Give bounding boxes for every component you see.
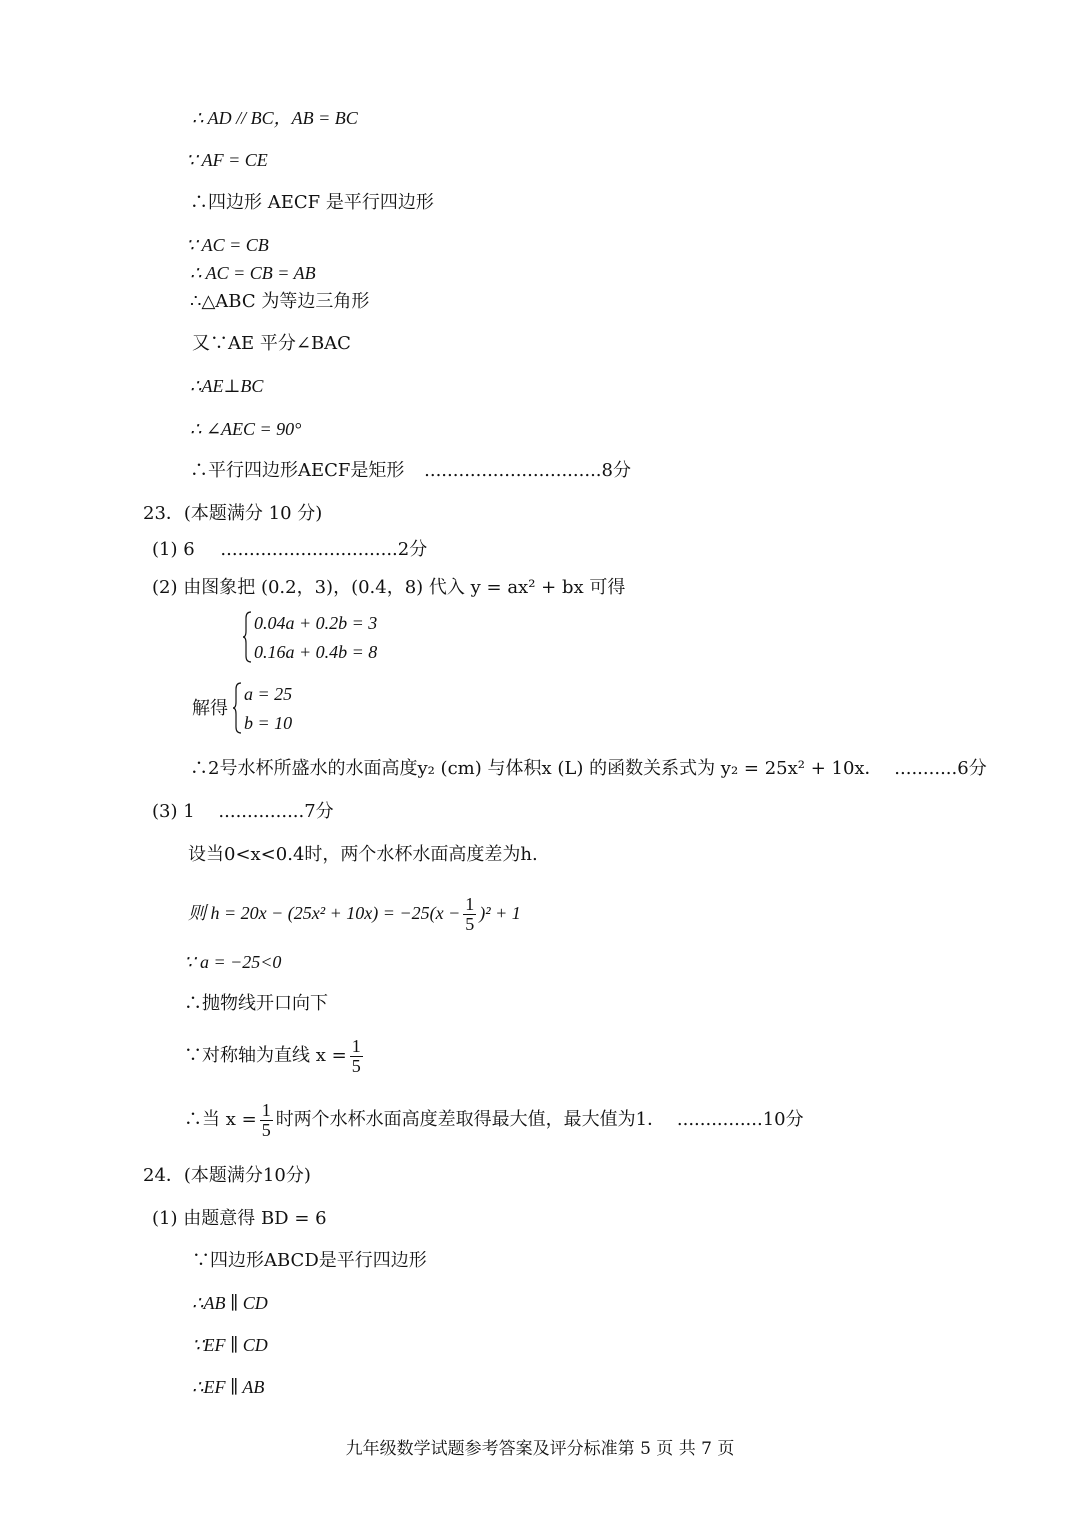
equation-1: 0.04a + 0.2b = 3 bbox=[254, 613, 378, 633]
q23-part3 bbox=[152, 800, 334, 824]
proof-line-4: ∵ AC = CB bbox=[186, 235, 269, 255]
q23-part2-text: (2) 由图象把 (0.2，3)，(0.4，8) 代入 y = ax² + bx 可得 bbox=[152, 577, 626, 598]
fraction-one-fifth: $\frac{1}{5}$ bbox=[351, 1035, 361, 1076]
solution-system bbox=[232, 682, 312, 738]
q23-title: 23．(本题满分 10 分) bbox=[143, 503, 323, 524]
equation-system bbox=[242, 611, 402, 667]
q23-part3-answer: (3) 1 bbox=[152, 801, 195, 822]
score-6: ...........6分 bbox=[894, 758, 987, 779]
q24-line-4: ∵EF ∥ CD bbox=[192, 1335, 268, 1355]
q24-line-3: ∴AB ∥ CD bbox=[192, 1293, 268, 1313]
score-7: ...............7分 bbox=[218, 801, 334, 822]
h-expression bbox=[188, 893, 521, 934]
equation-2: 0.16a + 0.4b = 8 bbox=[254, 642, 378, 662]
proof-line-5: ∴ AC = CB = AB bbox=[190, 263, 316, 283]
symmetry-axis-text: ∵对称轴为直线 x = bbox=[184, 1045, 347, 1066]
max-value-text: 时两个水杯水面高度差取得最大值，最大值为1． bbox=[275, 1109, 666, 1130]
left-brace-icon bbox=[242, 611, 252, 663]
proof-line-8: ∴AE⊥BC bbox=[190, 376, 264, 396]
score-10: ...............10分 bbox=[676, 1109, 804, 1130]
q24-line-2: ∵四边形ABCD是平行四边形 bbox=[192, 1250, 427, 1271]
proof-line-3: ∴四边形 AECF 是平行四边形 bbox=[190, 192, 434, 213]
function-relation: ∴2号水杯所盛水的水面高度y₂ (cm) 与体积x (L) 的函数关系式为 y₂ = 25x² + 10x． bbox=[190, 758, 883, 779]
page-footer: 九年级数学试题参考答案及评分标准第 5 页 共 7 页 bbox=[345, 1439, 735, 1459]
score-8: ...............................8分 bbox=[424, 460, 631, 481]
proof-line-7: 又∵AE 平分∠BAC bbox=[192, 333, 351, 354]
fraction-one-fifth: $\frac{1}{5}$ bbox=[261, 1099, 271, 1140]
proof-conclusion: ∴平行四边形AECF是矩形 bbox=[190, 460, 405, 481]
fraction-one-fifth: $\frac{1}{5}$ bbox=[465, 894, 475, 935]
max-value-prefix: ∴当 x = bbox=[184, 1109, 257, 1130]
coef-a-line: ∵ a = −25<0 bbox=[184, 952, 282, 972]
h-expression-right: )² + 1 bbox=[479, 903, 521, 923]
q23-conclusion bbox=[190, 757, 987, 781]
q24-title: 24．(本题满分10分) bbox=[143, 1165, 311, 1186]
proof-line-6: ∴△ABC 为等边三角形 bbox=[190, 291, 370, 312]
q23-part1 bbox=[152, 538, 427, 562]
proof-line-10 bbox=[190, 459, 631, 483]
parabola-opens-down: ∴抛物线开口向下 bbox=[184, 993, 328, 1014]
symmetry-axis-line bbox=[184, 1036, 366, 1076]
proof-line-9: ∴ ∠AEC = 90° bbox=[190, 419, 302, 439]
max-value-line bbox=[184, 1100, 804, 1140]
h-expression-left: 则 h = 20x − (25x² + 10x) = −25(x − bbox=[188, 903, 461, 923]
solution-b: b = 10 bbox=[244, 713, 293, 733]
solve-label: 解得 bbox=[192, 698, 228, 719]
q24-part1: (1) 由题意得 BD = 6 bbox=[152, 1208, 327, 1229]
proof-line-1: ∴ AD // BC，AB = BC bbox=[192, 108, 358, 128]
proof-line-2: ∵ AF = CE bbox=[186, 150, 268, 170]
q23-part1-answer: (1) 6 bbox=[152, 539, 195, 560]
left-brace-icon bbox=[232, 682, 242, 734]
solution-a: a = 25 bbox=[244, 684, 293, 704]
q24-line-5: ∴EF ∥ AB bbox=[192, 1377, 265, 1397]
q23-part3-setup: 设当0<x<0.4时，两个水杯水面高度差为h. bbox=[188, 844, 538, 865]
score-2: ...............................2分 bbox=[220, 539, 428, 560]
